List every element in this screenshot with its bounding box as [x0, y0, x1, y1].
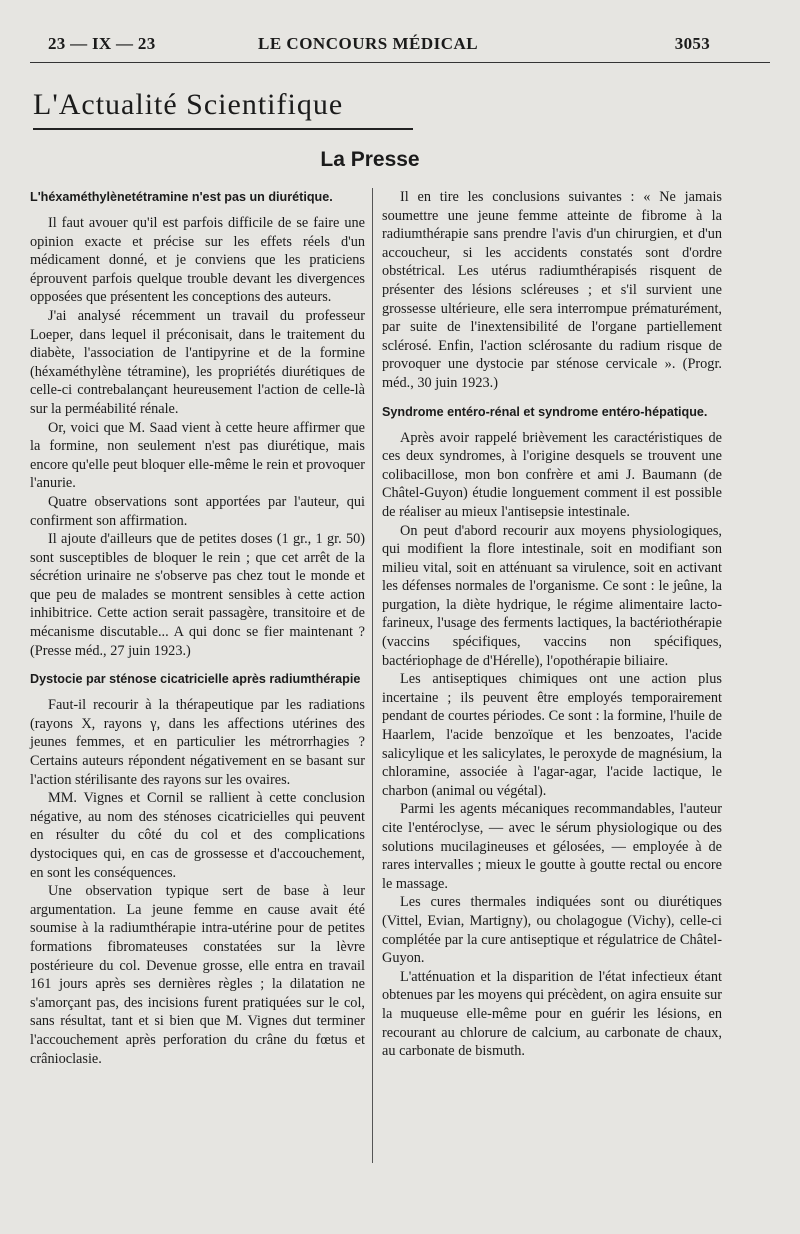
page-number: 3053 [674, 34, 710, 53]
article-title: Syndrome entéro-rénal et syndrome entéro-hépatique. [382, 404, 708, 419]
article-paragraph: MM. Vignes et Cornil se rallient à cette conclusion négative, au nom des sténoses cicatricielles qui peuvent en résulter du côté du col et des complications dystociques qui, en cas de grossesse et d'accouchement, en sont les conséquences. [30, 790, 365, 881]
article-paragraph: Après avoir rappelé brièvement les caractéristiques de ces deux syndromes, à l'origine desquels se trouvent une colibacillose, mon bon confrère et ami J. Baumann (de Châtel-Guyon) étudie longuement comment il est possible de réaliser au mieux l'antisepsie intestinale. [382, 429, 722, 520]
header-rule [30, 62, 770, 63]
article-paragraph: Parmi les agents mécaniques recommandables, l'auteur cite l'entéroclyse, — avec le sérum physiologique ou des solutions mucilagineuses et gélosées, — employée à de rares intervalles ; mieux le goutte à goutte rectal ou encore le massage. [382, 801, 722, 892]
press-title: La Presse [320, 148, 420, 171]
article-title: L'héxaméthylènetétramine n'est pas un diurétique. [30, 190, 333, 204]
article-paragraph: Or, voici que M. Saad vient à cette heure affirmer que la formine, non seulement n'est pas diurétique, mais encore qu'elle peut bloquer elle-même le rein et provoquer l'anurie. [30, 419, 365, 492]
article-paragraph: Une observation typique sert de base à leur argumentation. La jeune femme en cause avait été soumise à la radiumthérapie intra-utérine pour de petites formations fibromateuses constatées sur la lèvre postérieure du col. Devenue grosse, elle entra en travail 161 jours après ses dernières règles ; la dilatation ne s'amorçant pas, des incisions furent pratiquées sur le col, sans résultat, tant et si bien que M. Vignes dut terminer l'accouchement après perforation du crâne du fœtus et crânioclasie. [30, 883, 365, 1067]
article-paragraph: Il ajoute d'ailleurs que de petites doses (1 gr., 1 gr. 50) sont susceptibles de bloquer le rein ; que cet arrêt de la sécrétion urinaire ne s'observe pas chez tout le monde et que peu de malades se montrent sensibles à cette action inhibitrice. Cette action serait passagère, transitoire et de mécanisme discutable... A qui donc se fier maintenant ? (Presse méd., 27 juin 1923.) [30, 531, 365, 659]
article-paragraph: Les antiseptiques chimiques ont une action plus incertaine ; ils peuvent être employés temporairement pendant de courtes périodes. Ce sont : la formine, l'huile de Haarlem, l'acide benzoïque et les benzoates, l'acide salicylique et les salicylates, le peroxyde de magnésium, la chloramine, associée à l'agar-agar, l'acide lactique, le charbon (animal ou végétal). [382, 671, 722, 799]
journal-name: LE CONCOURS MÉDICAL [258, 34, 479, 53]
article-paragraph: Il en tire les conclusions suivantes : « Ne jamais soumettre une jeune femme atteinte de fibrome à la radiumthérapie sans prendre l'avis d'un chirurgien, et d'un accoucheur, si les accidents constatés sont d'ordre obstétrical. Les utérus radiumthérapisés risquent de présenter des lésions scléreuses ; et s'il survient une grossesse ultérieure, elle sera interrompue prématurément, par suite de l'inextensibilité de l'organe partiellement sclérosé. Enfin, l'action sclérosante du radium risque de provoquer une dystocie par sténose cervicale ». (Progr. méd., 30 juin 1923.) [382, 189, 722, 391]
left-column [30, 188, 365, 1068]
article-paragraph: L'atténuation et la disparition de l'état infectieux étant obtenues par les moyens qui précèdent, on agira ensuite sur la muqueuse elle-même pour en guérir les lésions, en recourant au chlorure de calcium, au carbonate de chaux, au carbonate de bismuth. [382, 968, 722, 1060]
article-paragraph: Il faut avouer qu'il est parfois difficile de se faire une opinion exacte et précise sur les effets réels d'un médicament donné, et je conviens que les praticiens éprouvent parfois quelque trouble devant les divergences opposées que présentent les conceptions des auteurs. [30, 215, 365, 306]
article-paragraph: Les cures thermales indiquées sont ou diurétiques (Vittel, Evian, Martigny), ou cholagogue (Vichy), celle-ci complétée par la cure antiseptique et régulatrice de Châtel-Guyon. [382, 894, 722, 967]
article-title: Dystocie par sténose cicatricielle après radiumthérapie [30, 672, 361, 687]
article-paragraph: Quatre observations sont apportées par l'auteur, qui confirment son affirmation. [30, 493, 365, 529]
section-title-rule [33, 128, 413, 130]
article-paragraph: J'ai analysé récemment un travail du professeur Loeper, dans lequel il préconisait, dans le traitement du diabète, l'association de l'antipyrine et de la formine (héxaméthylène tétramine), les propriétés diurétiques de celle-ci contrebalançant heureusement l'action de celle-là sur la perméabilité rénale. [30, 307, 365, 417]
section-title: L'Actualité Scientifique [33, 88, 344, 121]
column-divider [372, 188, 373, 1163]
article-paragraph: On peut d'abord recourir aux moyens physiologiques, qui modifient la flore intestinale, soit en modifiant son milieu vital, soit en atténuant sa virulence, soit en activant les défenses normales de l'organisme. Ce sont : le jeûne, la purgation, la diète hydrique, le régime alimentaire lacto-farineux, l'usage des ferments lactiques, la bactériothérapie (vaccins spécifiques, vaccins non spécifiques, bactériophage de d'Hérelle), l'opothérapie biliaire. [382, 522, 722, 669]
issue-date: 23 — IX — 23 [48, 34, 156, 53]
running-header [48, 34, 710, 60]
right-column [382, 188, 722, 1061]
article-paragraph: Faut-il recourir à la thérapeutique par les radiations (rayons X, rayons γ, dans les affections utérines des jeunes femmes, et en particulier les métrorrhagies ? Certains auteurs répondent négativement en se basant sur l'action stérilisante des rayons sur les ovaires. [30, 697, 365, 788]
